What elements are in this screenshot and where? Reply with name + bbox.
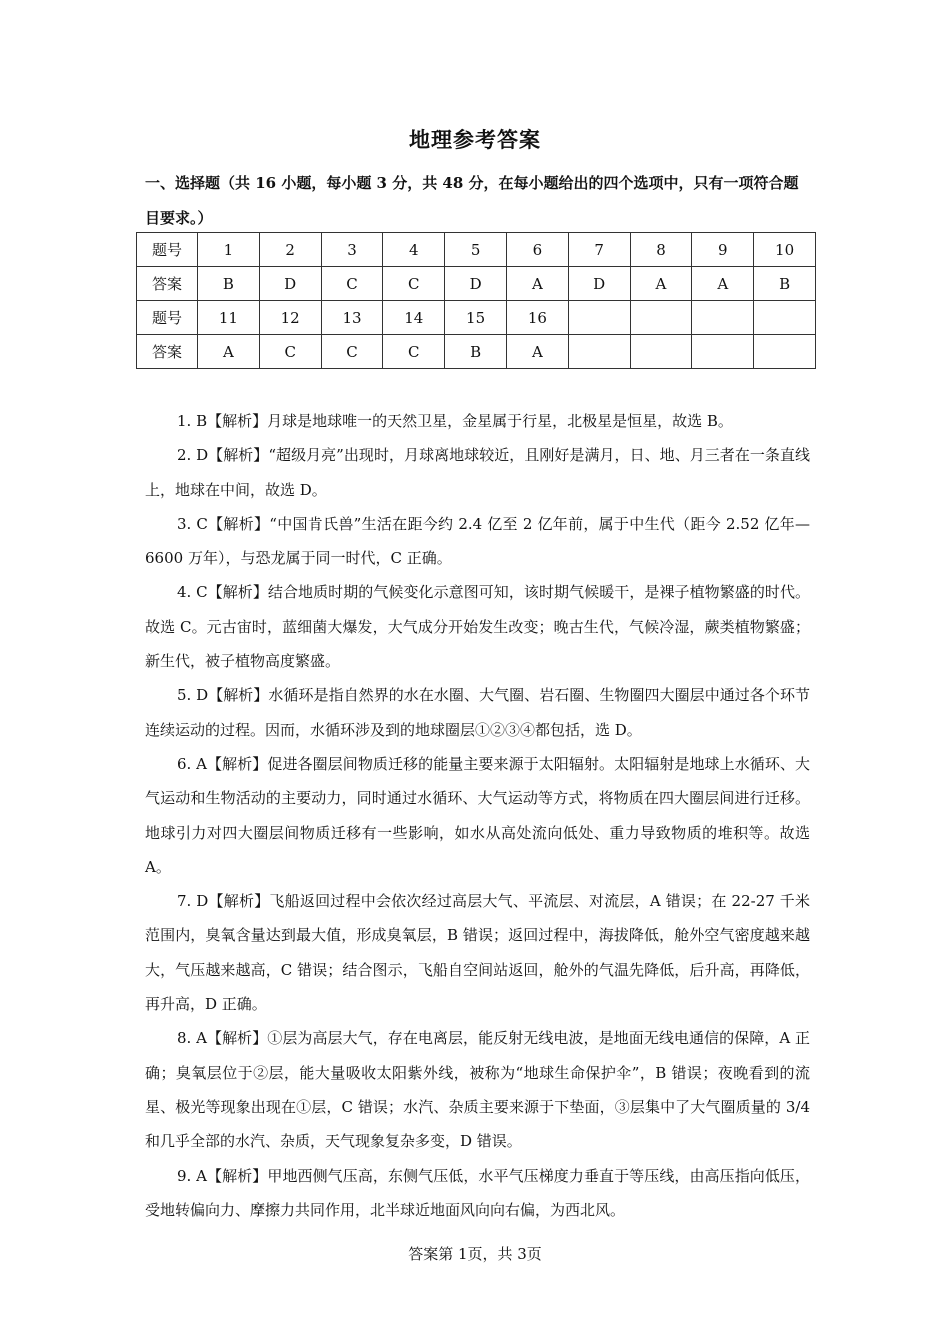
table-cell: 16 — [506, 301, 568, 335]
explanation-item: 9. A【解析】甲地西侧气压高，东侧气压低，水平气压梯度力垂直于等压线，由高压指向低压，受地转偏向力、摩擦力共同作用，北半球近地面风向向右偏，为西北风。 — [145, 1166, 810, 1219]
section-heading: 一、选择题（共 16 小题，每小题 3 分，共 48 分，在每小题给出的四个选项中，只有一项符合题目要求。） — [145, 174, 799, 227]
table-cell — [754, 335, 816, 369]
explanation-item: 1. B【解析】月球是地球唯一的天然卫星，金星属于行星，北极星是恒星，故选 B。 — [177, 412, 733, 430]
row-label-cell: 题号 — [137, 233, 198, 267]
table-cell: C — [321, 335, 383, 369]
table-cell — [568, 301, 630, 335]
table-row — [137, 233, 816, 267]
page-footer: 答案第 1页，共 3页 — [408, 1245, 542, 1263]
table-cell: D — [568, 267, 630, 301]
explanation-item: 7. D【解析】飞船返回过程中会依次经过高层大气、平流层、对流层，A 错误；在 22-27 千米范围内，臭氧含量达到最大值，形成臭氧层，B 错误；返回过程中，海拔降低，舱外空气密度越来越大，气压越来越高，C 错误；结合图示，飞船自空间站返回，舱外的气温先降低，后升高，再降低，再升高，D 正确。 — [145, 892, 810, 1014]
table-cell: A — [630, 267, 692, 301]
table-cell: A — [198, 335, 260, 369]
row-label-cell: 答案 — [137, 267, 198, 301]
table-cell: A — [506, 267, 568, 301]
table-cell: C — [383, 335, 445, 369]
table-row — [137, 335, 816, 369]
table-cell — [754, 301, 816, 335]
table-cell: 12 — [259, 301, 321, 335]
explanation-item: 8. A【解析】①层为高层大气，存在电离层，能反射无线电波，是地面无线电通信的保障，A 正确；臭氧层位于②层，能大量吸收太阳紫外线，被称为“地球生命保护伞”，B 错误；夜晚看到的流星、极光等现象出现在①层，C 错误；水汽、杂质主要来源于下垫面，③层集中了大气圈质量的 3/4 和几乎全部的水汽、杂质，天气现象复杂多变，D 错误。 — [145, 1029, 810, 1151]
explanation-item: 5. D【解析】水循环是指自然界的水在水圈、大气圈、岩石圈、生物圈四大圈层中通过各个环节连续运动的过程。因而，水循环涉及到的地球圈层①②③④都包括，选 D。 — [145, 686, 810, 739]
explanation-item: 4. C【解析】结合地质时期的气候变化示意图可知，该时期气候暖干，是裸子植物繁盛的时代。故选 C。元古宙时，蓝细菌大爆发，大气成分开始发生改变；晚古生代，气候冷湿，蕨类植物繁盛；新生代，被子植物高度繁盛。 — [145, 583, 810, 671]
table-cell: C — [383, 267, 445, 301]
table-cell: 4 — [383, 233, 445, 267]
explanation-item: 6. A【解析】促进各圈层间物质迁移的能量主要来源于太阳辐射。太阳辐射是地球上水循环、大气运动和生物活动的主要动力，同时通过水循环、大气运动等方式，将物质在四大圈层间进行迁移。地球引力对四大圈层间物质迁移有一些影响，如水从高处流向低处、重力导致物质的堆积等。故选 A。 — [145, 754, 810, 876]
table-cell: A — [692, 267, 754, 301]
table-cell: 11 — [198, 301, 260, 335]
page-title: 地理参考答案 — [409, 127, 541, 152]
table-cell: 3 — [321, 233, 383, 267]
table-cell — [568, 335, 630, 369]
row-label-cell: 题号 — [137, 301, 198, 335]
table-cell: C — [259, 335, 321, 369]
table-cell: 5 — [445, 233, 507, 267]
table-cell: 2 — [259, 233, 321, 267]
table-cell: D — [445, 267, 507, 301]
table-cell: 14 — [383, 301, 445, 335]
explanation-item: 2. D【解析】“超级月亮”出现时，月球离地球较近，且刚好是满月，日、地、月三者在一条直线上，地球在中间，故选 D。 — [145, 446, 810, 499]
table-cell: B — [198, 267, 260, 301]
table-cell: 6 — [506, 233, 568, 267]
table-cell: 7 — [568, 233, 630, 267]
table-cell: 10 — [754, 233, 816, 267]
explanation-list — [145, 404, 810, 1227]
table-cell: 13 — [321, 301, 383, 335]
table-cell: C — [321, 267, 383, 301]
table-cell: 15 — [445, 301, 507, 335]
answer-table — [136, 232, 816, 369]
explanation-item: 3. C【解析】“中国肯氏兽”生活在距今约 2.4 亿至 2 亿年前，属于中生代（距今 2.52 亿年—6600 万年），与恐龙属于同一时代，C 正确。 — [145, 514, 810, 568]
table-cell — [692, 335, 754, 369]
table-cell: 1 — [198, 233, 260, 267]
table-cell: 9 — [692, 233, 754, 267]
table-row — [137, 267, 816, 301]
table-cell — [692, 301, 754, 335]
table-cell: B — [445, 335, 507, 369]
table-cell — [630, 335, 692, 369]
table-cell: D — [259, 267, 321, 301]
table-cell: 8 — [630, 233, 692, 267]
table-cell — [630, 301, 692, 335]
table-cell: A — [506, 335, 568, 369]
table-cell: B — [754, 267, 816, 301]
table-row — [137, 301, 816, 335]
row-label-cell: 答案 — [137, 335, 198, 369]
